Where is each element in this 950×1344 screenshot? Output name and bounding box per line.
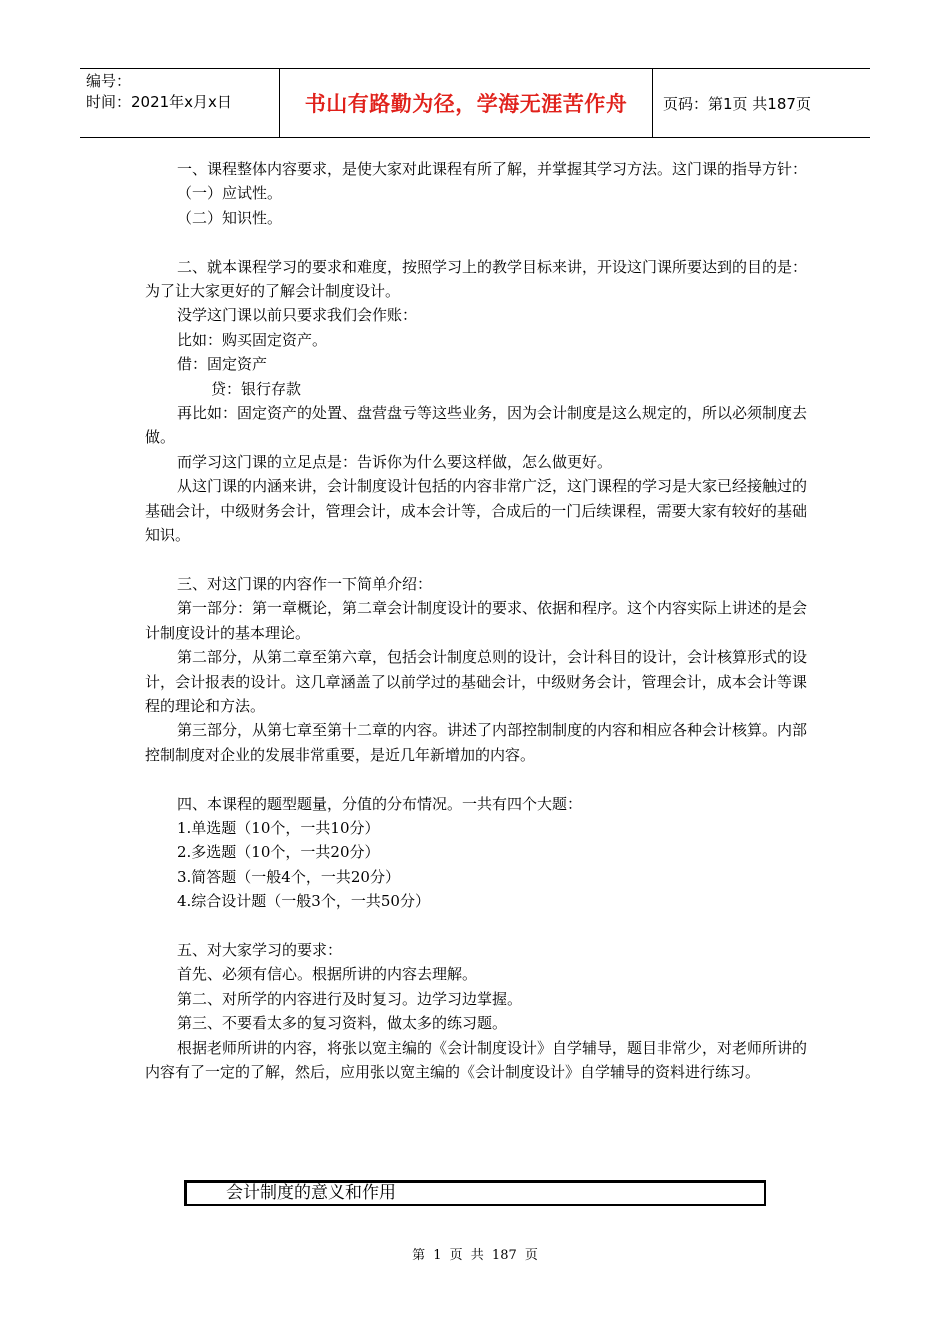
paragraph: 首先、必须有信心。根据所讲的内容去理解。 xyxy=(177,965,478,984)
paragraph: 3.简答题（一般4个，一共20分） xyxy=(177,867,400,886)
document-time-label: 时间：2021年x月x日 xyxy=(86,93,232,111)
header-meta xyxy=(80,69,280,137)
paragraph: 四、本课程的题型题量，分值的分布情况。一共有四个大题： xyxy=(177,794,583,813)
paragraph: 第二、对所学的内容进行及时复习。边学习边掌握。 xyxy=(177,989,523,1008)
header-motto: 书山有路勤为径，学海无涯苦作舟 xyxy=(280,69,653,137)
paragraph: 没学这门课以前只要求我们会作账： xyxy=(177,306,418,325)
paragraph: 1.单选题（10个，一共10分） xyxy=(177,818,380,837)
paragraph: 根据老师所讲的内容，将张以宽主编的《会计制度设计》自学辅导，题目非常少，对老师所讲的内容有了一定的了解，然后，应用张以宽主编的《会计制度设计》自学辅导的资料进行练习。 xyxy=(145,1038,808,1081)
paragraph: 比如：购买固定资产。 xyxy=(177,330,328,349)
paragraph: 2.多选题（10个，一共20分） xyxy=(177,843,380,862)
section-heading-box: 会计制度的意义和作用 xyxy=(184,1180,766,1206)
paragraph: 一、课程整体内容要求，是使大家对此课程有所了解，并掌握其学习方法。这门课的指导方针： xyxy=(177,160,808,178)
paragraph: 二、就本课程学习的要求和难度，按照学习上的教学目标来讲，开设这门课所要达到的目的是：为了让大家更好的了解会计制度设计。 xyxy=(145,257,808,301)
paragraph: 第二部分，从第二章至第六章，包括会计制度总则的设计，会计科目的设计，会计核算形式的设计，会计报表的设计。这几章涵盖了以前学过的基础会计，中级财务会计，管理会计，成本会计等课程的理论和方法。 xyxy=(145,648,808,715)
document-number-label: 编号： xyxy=(86,72,132,90)
paragraph: （二）知识性。 xyxy=(177,208,283,227)
paragraph: 4.综合设计题（一般3个，一共50分） xyxy=(177,892,430,911)
document-body xyxy=(145,157,807,1084)
paragraph: 而学习这门课的立足点是：告诉你为什么要这样做，怎么做更好。 xyxy=(177,452,613,471)
paragraph: （一）应试性。 xyxy=(177,184,283,203)
paragraph: 第三、不要看太多的复习资料，做太多的练习题。 xyxy=(177,1014,508,1033)
paragraph: 三、对这门课的内容作一下简单介绍： xyxy=(177,574,433,593)
paragraph: 从这门课的内涵来讲，会计制度设计包括的内容非常广泛，这门课程的学习是大家已经接触过的基础会计，中级财务会计，管理会计，成本会计等，合成后的一门后续课程，需要大家有较好的基础知识。 xyxy=(145,477,808,545)
paragraph: 五、对大家学习的要求： xyxy=(177,940,343,959)
paragraph: 第一部分：第一章概论，第二章会计制度设计的要求、依据和程序。这个内容实际上讲述的是会计制度设计的基本理论。 xyxy=(145,599,808,642)
page-header xyxy=(80,68,870,138)
paragraph: 再比如：固定资产的处置、盘营盘亏等这些业务，因为会计制度是这么规定的，所以必须制度去做。 xyxy=(145,404,808,447)
paragraph: 第三部分，从第七章至第十二章的内容。讲述了内部控制制度的内容和相应各种会计核算。内部控制制度对企业的发展非常重要，是近几年新增加的内容。 xyxy=(145,721,808,764)
paragraph: 借：固定资产 xyxy=(177,355,268,374)
paragraph: 贷：银行存款 xyxy=(211,379,302,398)
header-page-info: 页码：第1页 共187页 xyxy=(663,94,811,113)
page-footer: 第 1 页 共 187 页 xyxy=(412,1248,538,1263)
